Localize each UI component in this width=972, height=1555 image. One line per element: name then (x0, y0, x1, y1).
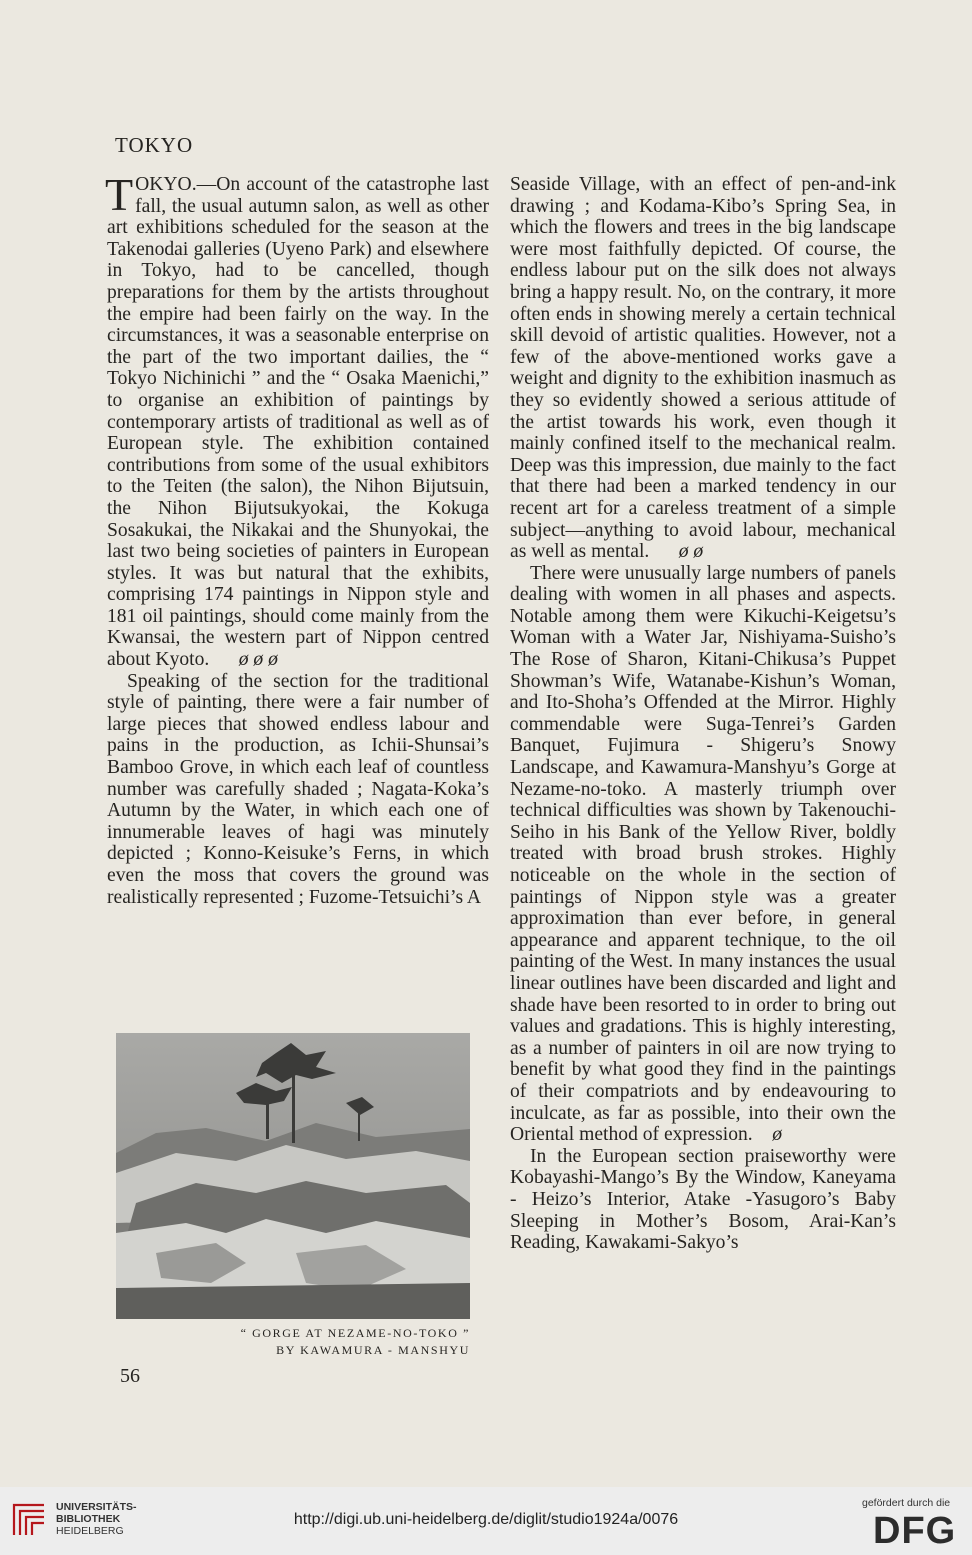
page-number: 56 (120, 1365, 140, 1387)
library-line: BIBLIOTHEK (56, 1513, 121, 1525)
paragraph-text: OKYO.—On account of the catastrophe last fall, the usual autumn salon, as well as other art exhibitions scheduled for the season at the Takenodai galleries (Uyeno Park) and elsewhere in Tokyo, had to be cancelled, though preparations for them by the artists throughout the empire had been fairly on the way. In the circumstances, it was a seasonable enterprise on the part of the two important dailies, the “ Tokyo Nichinichi ” and the “ Osaka Maenichi,” to organise an exhibition of paintings by contemporary artists of traditional as well as of European style. The exhibition contained contributions from some of the usual exhibitors to the Teiten (the salon), the Nihon Bijutsuin, the Nihon Bijutsukyokai, the Kokuga Sosakukai, the Nikakai and the Shunyokai, the last two being societies of painters in European styles. It was but natural that the exhibits, comprising 174 paintings in Nippon style and 181 oil paintings, should come mainly from the Kwansai, the western part of Nippon centred about Kyoto. (107, 174, 489, 671)
paragraph-text: Speaking of the section for the traditional style of painting, there were a fair number of large pieces that showed endless labour and pains in the production, as Ichii-Shunsai’s Bamboo Grove, in which each leaf of countless number was carefully shaded ; Nagata-Koka’s Autumn by the Water, in which each one of innumerable leaves of hagi was minutely depicted ; Konno-Keisuke’s Ferns, in which even the moss that covers the ground was realistically represented ; Fuzome-Tetsuichi’s A (107, 670, 489, 908)
funding-note: gefördert durch die (862, 1497, 951, 1509)
caption-artist: BY KAWAMURA - MANSHYU (276, 1343, 470, 1357)
drop-cap: T (105, 169, 134, 220)
painting-illustration (116, 1033, 470, 1319)
ornament-glyphs: ø ø ø (238, 649, 278, 671)
library-line: UNIVERSITÄTS- (56, 1501, 137, 1513)
paragraph (510, 174, 896, 563)
dfg-logo: DFG (873, 1510, 957, 1552)
paragraph-text: Seaside Village, with an effect of pen-and-ink drawing ; and Kodama-Kibo’s Spring Sea, in which the flowers and trees in the big landscape were most faithfully depicted. Of course, the endless labour put on the silk does not always bring a happy result. No, on the contrary, it more often ends in showing merely a certain technical skill devoid of artistic qualities. However, not a few of the above-mentioned works gave a weight and dignity to the exhibition inasmuch as they so evidently showed a serious attitude of the artist towards his work, even though it mainly confined itself to the mechanical realm. Deep was this impression, due mainly to the fact that there had been a marked tendency in our recent art for a careless treatment of a simple subject—anything to avoid labour, mechanical as well as mental. (510, 174, 896, 563)
source-url[interactable]: http://digi.ub.uni-heidelberg.de/diglit/studio1924a/0076 (293, 1511, 679, 1528)
left-column (105, 169, 489, 908)
paragraph (510, 563, 896, 1146)
ornament-glyphs: ø ø (678, 541, 704, 563)
paragraph-text: There were unusually large numbers of panels dealing with women in all phases and aspects. Notable among them were Kikuchi-Keigetsu’s Woman with a Water Jar, Nishiyama-Suisho’s The Rose of Sharon, Kitani-Chikusa’s Puppet Showman’s Wife, Watanabe-Kishun’s Woman, and Ito-Shoha’s Offended at the Mirror. Highly commendable were Suga-Tenrei’s Garden Banquet, Fujimura - Shigeru’s Snowy Landscape, and Kawamura-Manshyu’s Gorge at Nezame-no-toko. A masterly triumph over technical difficulties was shown by Takenouchi-Seiho in his Bank of the Yellow River, boldly treated with broad brush strokes. Highly noticeable on the whole in the section of paintings of Nippon style was a greater approximation than ever before, in general appearance and apparent technique, to the oil painting of the West. In many instances the usual linear outlines have been discarded and light and shade have been resorted to in order to bring out values and gradations. This is highly interesting, as a number of painters in oil are now trying to benefit by what good they find in the paintings of their compatriots and by endeavouring to inculcate, as far as possible, into their own the Oriental method of expression. (510, 562, 896, 1146)
paragraph (105, 169, 489, 671)
caption-title: “ GORGE AT NEZAME-NO-TOKO ” (240, 1326, 470, 1340)
library-line: HEIDELBERG (56, 1525, 124, 1537)
right-column (510, 174, 896, 1254)
section-title: TOKYO (115, 133, 194, 157)
figure-caption (230, 1325, 470, 1359)
ornament-glyphs: ø (772, 1124, 783, 1146)
paragraph-text: In the European section praiseworthy were Kobayashi-Mango’s By the Window, Kaneyama - Heizo’s Interior, Atake -Yasugoro’s Baby Sleeping in Mother’s Bosom, Arai-Kan’s Reading, Kawakami-Sakyo’s (510, 1145, 896, 1254)
